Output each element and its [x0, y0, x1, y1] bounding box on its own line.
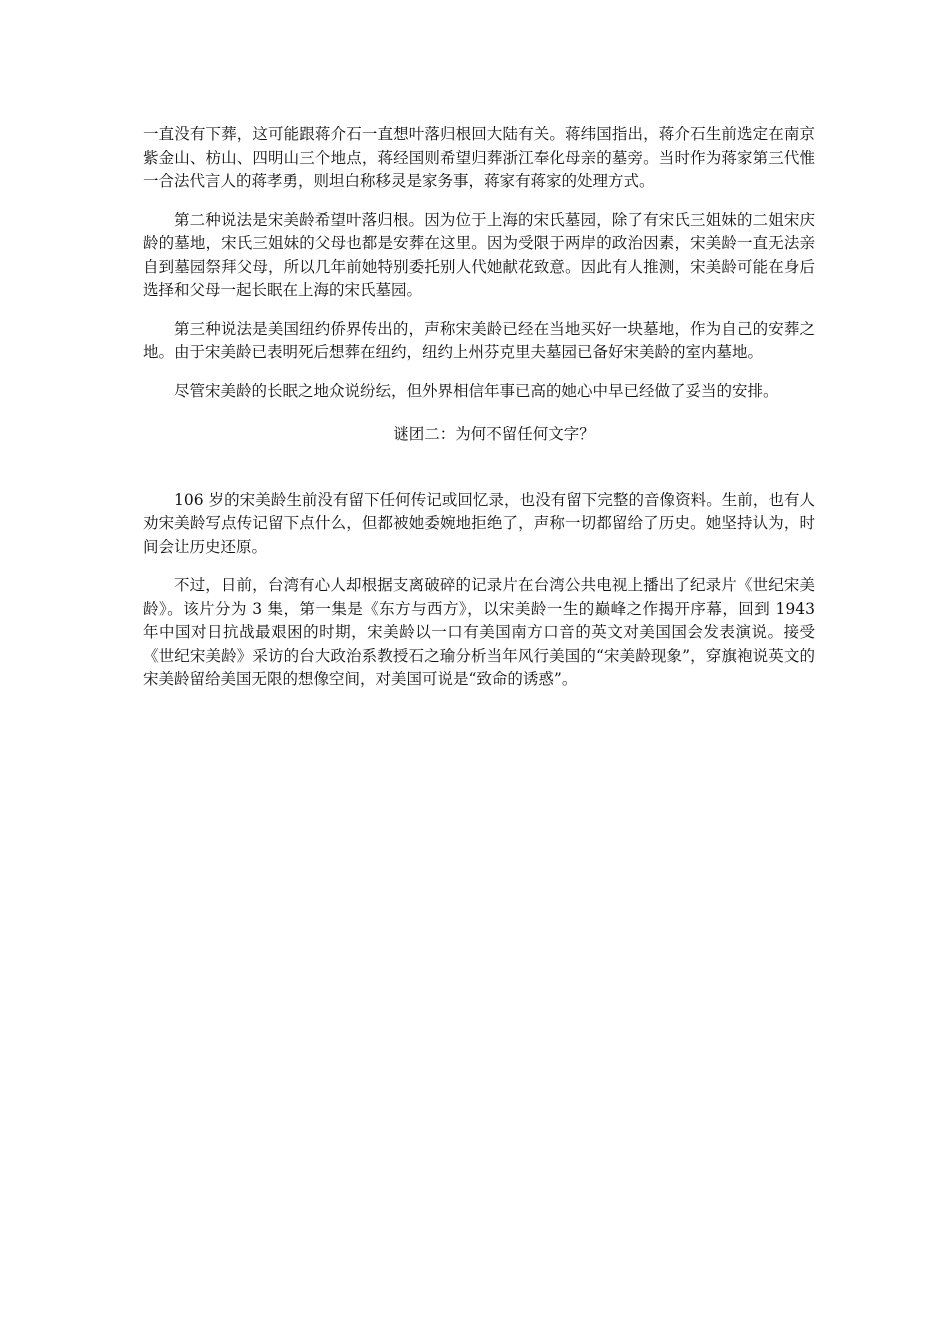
- paragraph-burial-first-theory: 一直没有下葬，这可能跟蒋介石一直想叶落归根回大陆有关。蒋纬国指出，蒋介石生前选定在南京紫金山、枋山、四明山三个地点，蒋经国则希望归葬浙江奉化母亲的墓旁。当时作为蒋家第三代惟一合法代言人的蒋孝勇，则坦白称移灵是家务事，蒋家有蒋家的处理方式。: [143, 125, 815, 190]
- document-body: [143, 123, 815, 707]
- paragraph-burial-second-theory: 第二种说法是宋美龄希望叶落归根。因为位于上海的宋氏墓园，除了有宋氏三姐妹的二姐宋庆龄的墓地，宋氏三姐妹的父母也都是安葬在这里。因为受限于两岸的政治因素，宋美龄一直无法亲自到墓园祭拜父母，所以几年前她特别委托别人代她献花致意。因此有人推测，宋美龄可能在身后选择和父母一起长眠在上海的宋氏墓园。: [143, 210, 815, 299]
- paragraph-burial-conclusion: 尽管宋美龄的长眠之地众说纷纭，但外界相信年事已高的她心中早已经做了妥当的安排。: [174, 381, 779, 400]
- section-heading: 谜团二：为何不留任何文字？: [393, 425, 595, 443]
- paragraph-documentary: 不过，日前，台湾有心人却根据支离破碎的记录片在台湾公共电视上播出了纪录片《世纪宋美龄》。该片分为 3 集，第一集是《东方与西方》，以宋美龄一生的巅峰之作揭开序幕，回到 1943 年中国对日抗战最艰困的时期，宋美龄以一口有美国南方口音的英文对美国国会发表演说。接受《世纪宋美龄》采访的台大政治系教授石之瑜分析当年风行美国的“宋美龄现象”，穿旗袍说英文的宋美龄留给美国无限的想像空间，对美国可说是“致命的诱惑”。: [143, 576, 815, 688]
- paragraph-no-memoir: 106 岁的宋美龄生前没有留下任何传记或回忆录，也没有留下完整的音像资料。生前，也有人劝宋美龄写点传记留下点什么，但都被她委婉地拒绝了，声称一切都留给了历史。她坚持认为，时间会让历史还原。: [143, 490, 815, 556]
- paragraph-burial-third-theory: 第三种说法是美国纽约侨界传出的，声称宋美龄已经在当地买好一块墓地，作为自己的安葬之地。由于宋美龄已表明死后想葬在纽约，纽约上州芬克里夫墓园已备好宋美龄的室内墓地。: [143, 319, 815, 361]
